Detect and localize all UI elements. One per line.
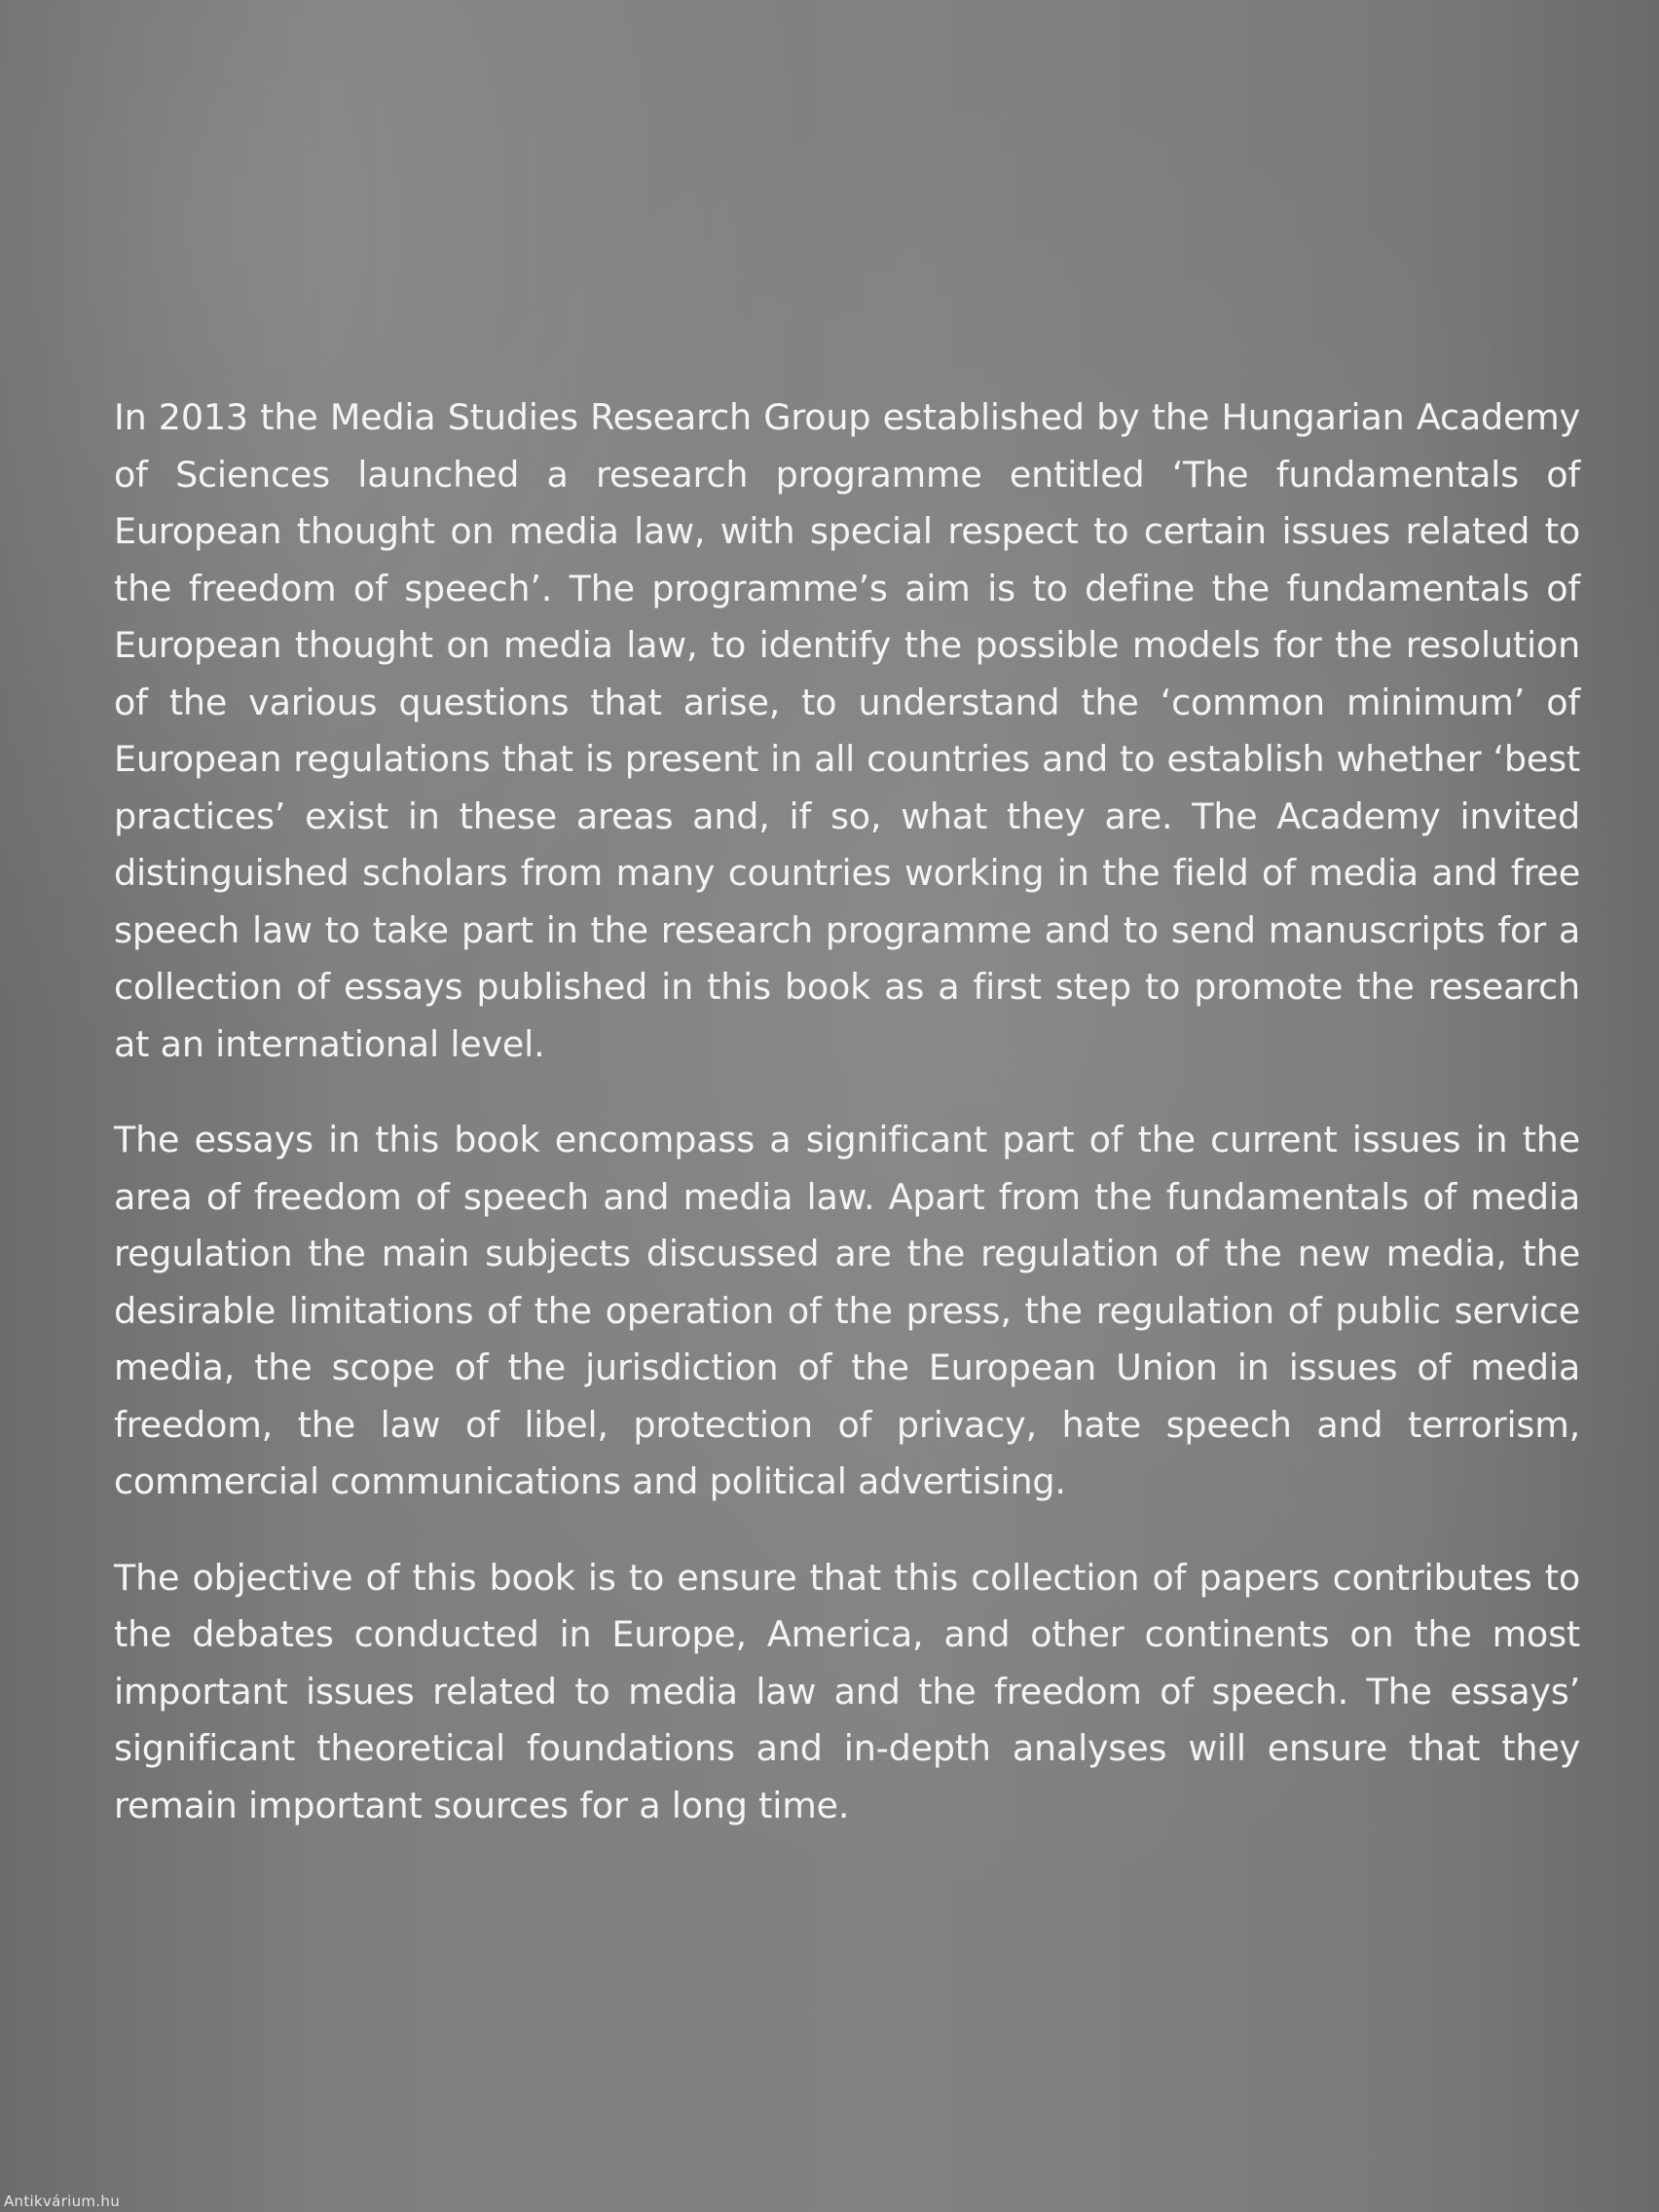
blurb-paragraph-3: The objective of this book is to ensure that this collection of papers contributes to the debates conducted in Europe, America, and other continents on the most important issues related to media law and the freedom of speech. The essays’ significant theoretical foundations and in-depth analyses will ensure that they remain important sources for a long time. [114,1556,1580,1826]
blurb-text-block [114,389,1580,1834]
watermark: Antikvárium.hu [4,2193,121,2210]
blurb-paragraph-1: In 2013 the Media Studies Research Group established by the Hungarian Academy of Sciences launched a research programme entitled ‘The fundamentals of European thought on media law, with special respect to certain issues related to the freedom of speech’. The programme’s aim is to define the fundamentals of European thought on media law, to identify the possible models for the resolution of the various questions that arise, to understand the ‘common minimum’ of European regulations that is present in all countries and to establish whether ‘best practices’ exist in these areas and, if so, what they are. The Academy invited distinguished scholars from many countries working in the field of media and free speech law to take part in the research programme and to send manuscripts for a collection of essays published in this book as a first step to promote the research at an international level. [114,396,1580,1065]
blurb-paragraph-2: The essays in this book encompass a significant part of the current issues in the area of freedom of speech and media law. Apart from the fundamentals of media regulation the main subjects discussed are the regulation of the new media, the desirable limitations of the operation of the press, the regulation of public service media, the scope of the jurisdiction of the European Union in issues of media freedom, the law of libel, protection of privacy, hate speech and terrorism, commercial communications and political advertising. [114,1119,1580,1502]
